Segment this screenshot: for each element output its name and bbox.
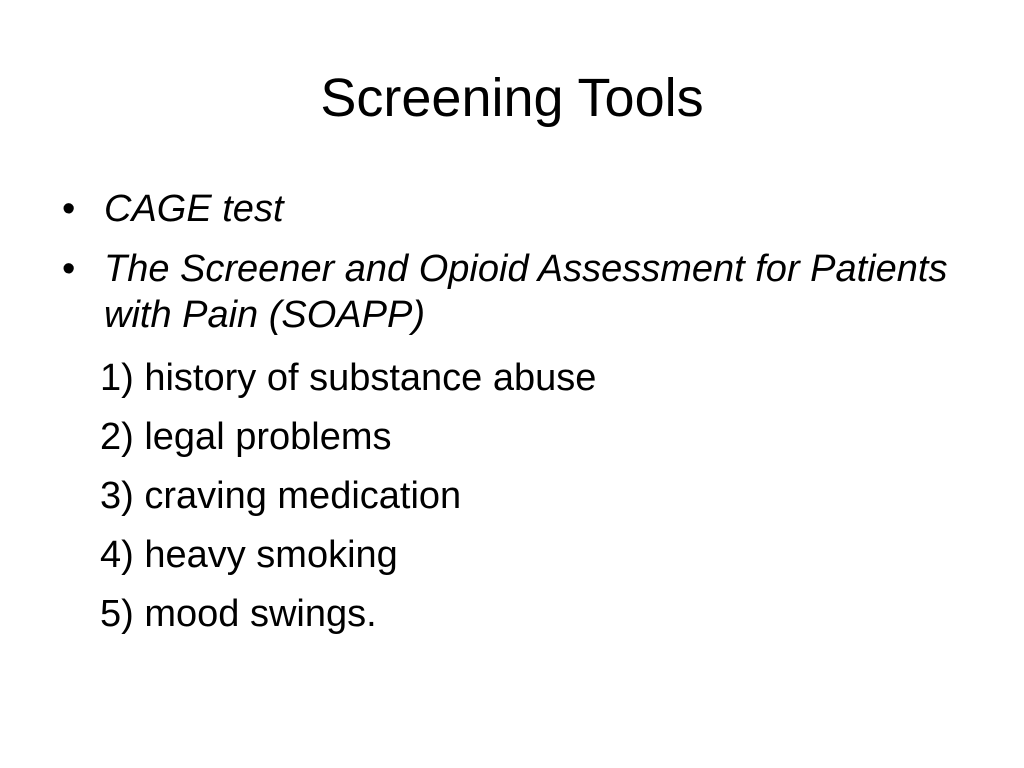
list-item: 5) mood swings. (100, 593, 377, 635)
bullet-item-cage-test (60, 186, 960, 232)
list-item: 1) history of substance abuse (100, 357, 597, 399)
list-item: 2) legal problems (100, 416, 392, 458)
bullet-text: The Screener and Opioid Assessment for Patients with Pain (SOAPP) (104, 248, 948, 336)
bullet-item-soapp (60, 246, 960, 338)
list-item: 4) heavy smoking (100, 534, 398, 576)
bullet-list (60, 186, 960, 352)
bullet-marker: • (62, 248, 76, 290)
bullet-text: CAGE test (104, 188, 284, 230)
list-item: 3) craving medication (100, 475, 462, 517)
slide-title: Screening Tools (320, 68, 704, 128)
bullet-marker: • (62, 188, 76, 230)
soapp-criteria-list (100, 355, 596, 650)
